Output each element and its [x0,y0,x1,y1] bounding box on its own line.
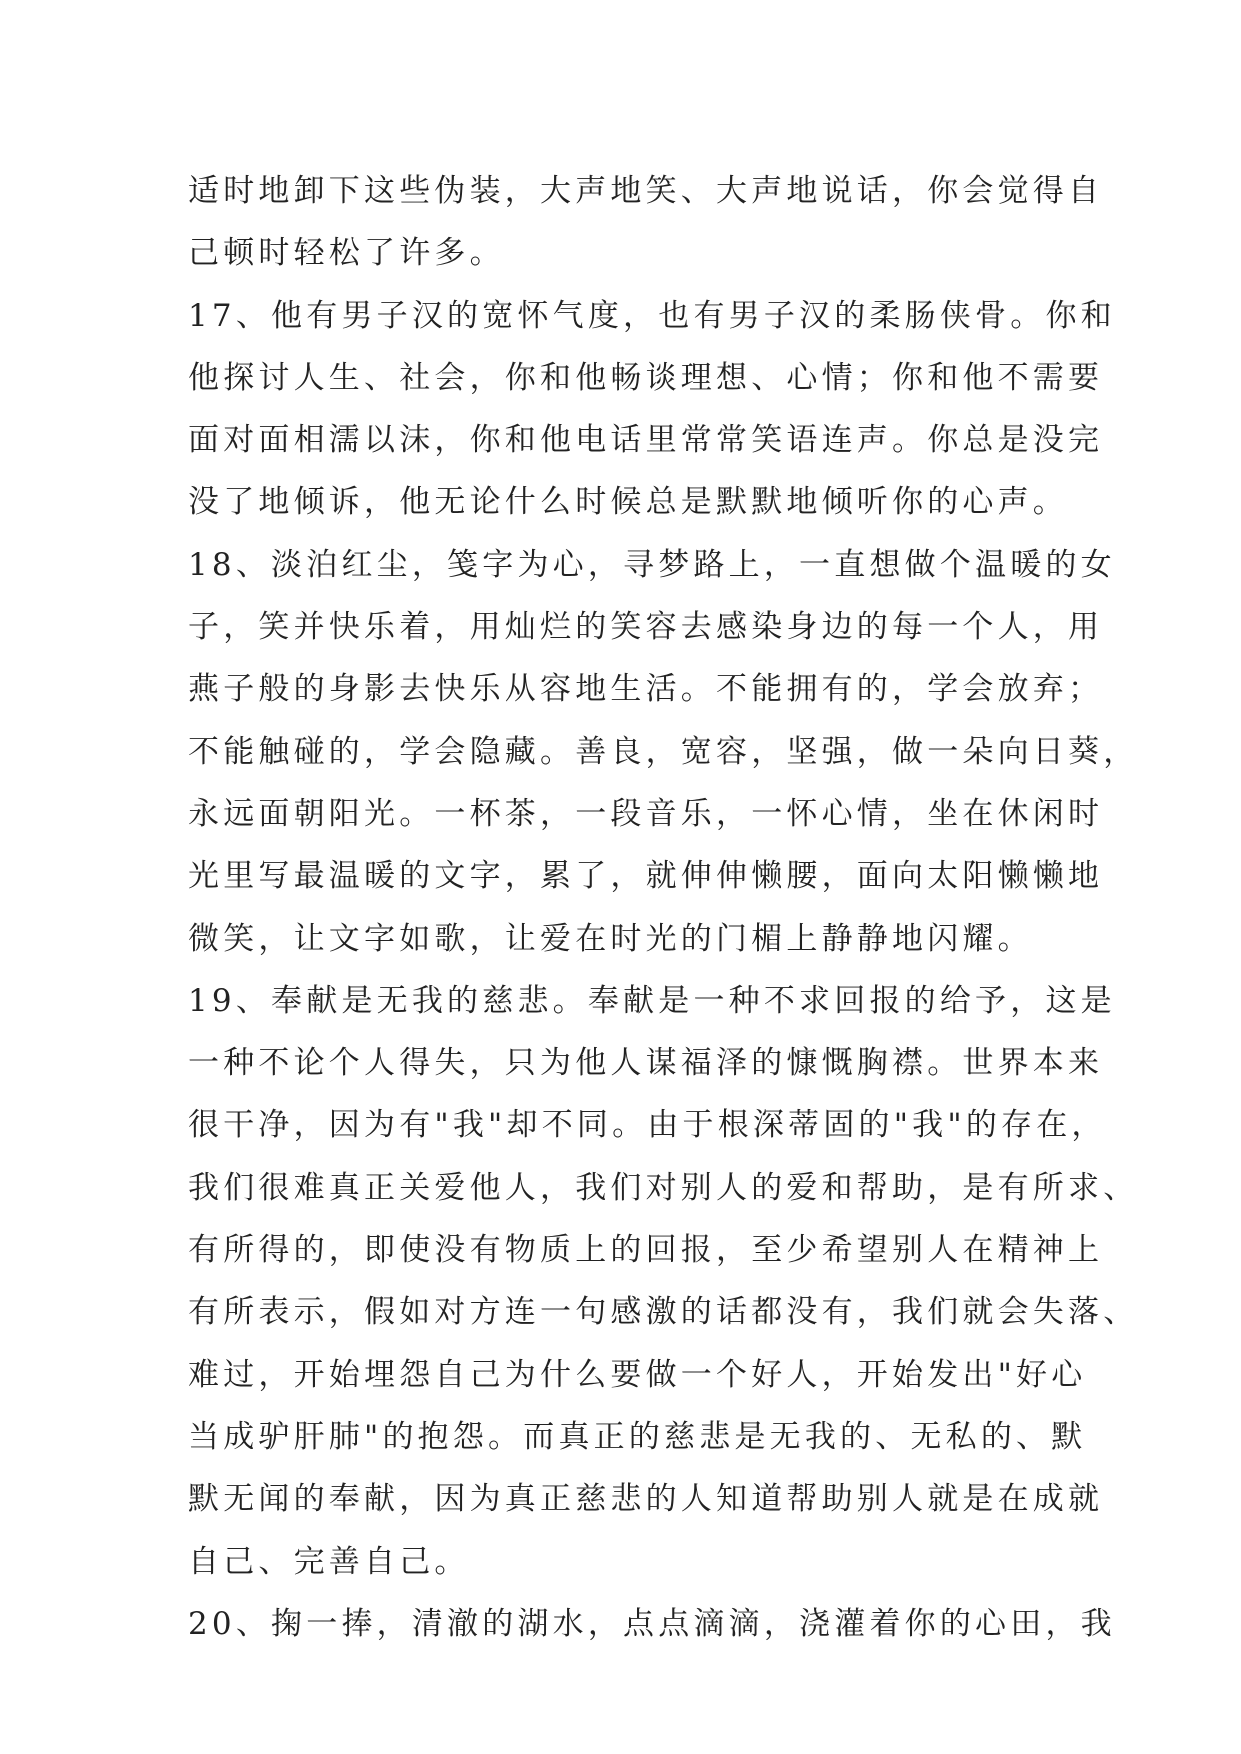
body-text [188,160,1139,1655]
text-line: 一种不论个人得失，只为他人谋福泽的慷慨胸襟。世界本来 [188,1045,1104,1082]
text-line: 己顿时轻松了许多。 [188,235,505,272]
text-line: 默无闻的奉献，因为真正慈悲的人知道帮助别人就是在成就 [188,1481,1104,1518]
text-line: 18、淡泊红尘，笺字为心，寻梦路上，一直想做个温暖的女 [188,546,1116,583]
text-line: 17、他有男子汉的宽怀气度，也有男子汉的柔肠侠骨。你和 [188,297,1116,334]
text-line: 适时地卸下这些伪装，大声地笑、大声地说话，你会觉得自 [188,173,1104,209]
text-line: 自己、完善自己。 [188,1543,470,1580]
text-line: 他探讨人生、社会，你和他畅谈理想、心情；你和他不需要 [188,359,1104,396]
text-line: 微笑，让文字如歌，让爱在时光的门楣上静静地闪耀。 [188,920,1033,957]
text-line: 当成驴肝肺"的抱怨。而真正的慈悲是无我的、无私的、默 [188,1418,1087,1455]
text-line: 很干净，因为有"我"却不同。由于根深蒂固的"我"的存在， [188,1107,1107,1144]
text-line: 我们很难真正关爱他人，我们对别人的爱和帮助，是有所求、 [188,1169,1139,1206]
text-line: 面对面相濡以沫，你和他电话里常常笑语连声。你总是没完 [188,422,1104,459]
text-line: 20、掬一捧，清澈的湖水，点点滴滴，浇灌着你的心田，我 [188,1605,1116,1642]
text-line: 燕子般的身影去快乐从容地生活。不能拥有的，学会放弃； [188,671,1104,708]
text-line: 有所得的，即使没有物质上的回报，至少希望别人在精神上 [188,1232,1104,1269]
text-line: 光里写最温暖的文字，累了，就伸伸懒腰，面向太阳懒懒地 [188,858,1104,895]
text-line: 有所表示，假如对方连一句感激的话都没有，我们就会失落、 [188,1294,1139,1331]
text-line: 子，笑并快乐着，用灿烂的笑容去感染身边的每一个人，用 [188,609,1104,646]
text-line: 难过，开始埋怨自己为什么要做一个好人，开始发出"好心 [188,1356,1087,1393]
text-line: 永远面朝阳光。一杯茶，一段音乐，一怀心情，坐在休闲时 [188,795,1104,832]
text-line: 19、奉献是无我的慈悲。奉献是一种不求回报的给予，这是 [188,982,1116,1019]
text-line: 不能触碰的，学会隐藏。善良，宽容，坚强，做一朵向日葵， [188,733,1139,770]
text-line: 没了地倾诉，他无论什么时候总是默默地倾听你的心声。 [188,484,1068,521]
